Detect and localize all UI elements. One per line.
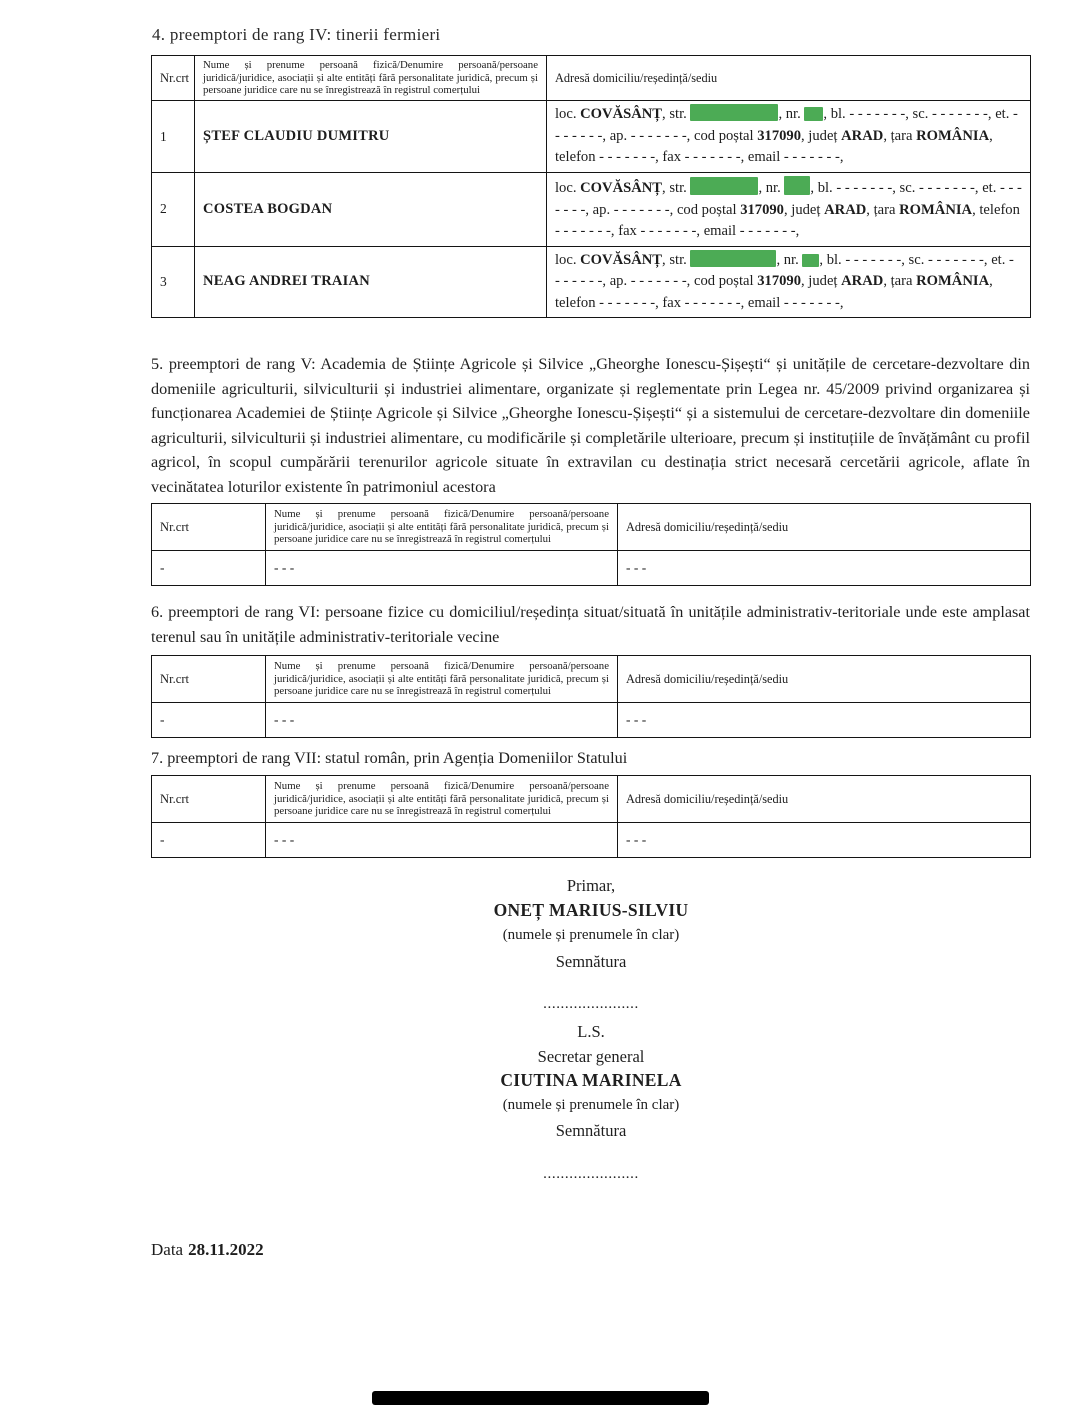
address-bold-text: ARAD xyxy=(841,273,884,289)
rank7-table xyxy=(151,775,1031,858)
date-label: Data xyxy=(151,1240,184,1259)
col-header-nr: Nr.crt xyxy=(152,56,195,101)
address-text: loc. xyxy=(555,106,581,123)
table-header-row xyxy=(152,56,1031,101)
clipped-heading-text: 4. preemptori de rang IV: tinerii fermieri xyxy=(152,25,441,44)
dotted-signature-line: ...................... xyxy=(543,1166,639,1182)
address-bold-text: ROMÂNIA xyxy=(916,273,990,289)
table-header-row xyxy=(152,656,1031,703)
ls-label: L.S. xyxy=(577,1022,605,1041)
redaction-box xyxy=(784,176,810,195)
name-cell: ȘTEF CLAUDIU DUMITRU xyxy=(195,101,547,173)
address-cell: - - - xyxy=(618,551,1031,586)
clipped-section4-heading xyxy=(152,25,852,49)
col-header-name: Nume și prenume persoană fizică/Denumire persoană/persoane juridică/juridice, asociații și alte entități fără personalitate juridică, precum și persoane juridice care nu se înregistrează în registrul comerțului xyxy=(266,776,618,823)
rank6-table xyxy=(151,655,1031,738)
col-header-address: Adresă domiciliu/reședință/sediu xyxy=(547,56,1031,101)
address-bold-text: ARAD xyxy=(841,127,884,144)
primar-name: ONEȚ MARIUS-SILVIU xyxy=(493,900,689,920)
redaction-box xyxy=(804,107,823,121)
table-row xyxy=(152,101,1031,173)
address-bold-text: ROMÂNIA xyxy=(899,201,973,218)
name-cell: - - - xyxy=(266,823,618,858)
name-note: (numele și prenumele în clar) xyxy=(502,927,680,943)
address-text: , județ xyxy=(783,201,825,218)
address-cell: - - - xyxy=(618,823,1031,858)
name-cell: NEAG ANDREI TRAIAN xyxy=(195,246,547,318)
date-line xyxy=(151,1240,264,1260)
address-text: , județ xyxy=(801,127,842,144)
row-number-cell: 1 xyxy=(152,101,195,173)
address-bold-text: COVĂSÂNȚ xyxy=(580,106,663,123)
address-bold-text: ARAD xyxy=(824,201,867,218)
row-number-cell: - xyxy=(152,703,266,738)
address-text: loc. xyxy=(555,180,581,196)
address-bold-text: 317090 xyxy=(757,127,801,144)
col-header-address: Adresă domiciliu/reședință/sediu xyxy=(618,776,1031,823)
table-header-row xyxy=(152,504,1031,551)
row-number-cell: 2 xyxy=(152,173,195,247)
name-cell: - - - xyxy=(266,551,618,586)
table-row xyxy=(152,173,1031,247)
address-text: , telefon - - - - - - -, fax - - - - - - -, email - - - - - - -, xyxy=(555,201,1020,239)
col-header-address: Adresă domiciliu/reședință/sediu xyxy=(618,504,1031,551)
address-cell xyxy=(547,173,1031,247)
col-header-name: Nume și prenume persoană fizică/Denumire persoană/persoane juridică/juridice, asociații și alte entități fără personalitate juridică, precum și persoane juridice care nu se înregistrează în registrul comerțului xyxy=(266,656,618,703)
rank4-table xyxy=(151,55,1031,318)
rank5-table xyxy=(151,503,1031,586)
col-header-name: Nume și prenume persoană fizică/Denumire persoană/persoane juridică/juridice, asociații și alte entități fără personalitate juridică, precum și persoane juridice care nu se înregistrează în registrul comerțului xyxy=(266,504,618,551)
address-text: , str. xyxy=(662,106,691,123)
section5-paragraph: 5. preemptori de rang V: Academia de Științe Agricole și Silvice „Gheorghe Ionescu-Șișești“ și unitățile de cercetare-dezvoltare din domeniile agriculturii, silviculturii și industriei alimentare, organizate și reglementate prin Legea nr. 45/2009 privind organizarea și funcționarea Academiei de Științe Agricole și Silvice „Gheorghe Ionescu-Șișești“ și a sistemului de cercetare-dezvoltare din domeniile agriculturii, silviculturii și industriei alimentare, cu modificările și completările ulterioare, precum și instituțiile de învățământ cu profil agricol, în scopul cumpărării terenurilor agricole situate în extravilan cu destinația strict necesară cercetării agricole, aflate în vecinătatea loturilor existente în patrimoniul acestora xyxy=(151,355,1030,496)
col-header-nr: Nr.crt xyxy=(152,656,266,703)
secretary-name: CIUTINA MARINELA xyxy=(500,1070,682,1090)
address-text: , țara xyxy=(883,273,917,289)
address-text: , nr. xyxy=(778,106,805,123)
address-text: loc. xyxy=(555,251,581,268)
address-text: , țara xyxy=(866,201,900,218)
primar-title: Primar, xyxy=(566,876,616,895)
address-text: , telefon - - - - - - -, fax - - - - - - -, email - - - - - - -, xyxy=(555,127,993,166)
section6-paragraph: 6. preemptori de rang VI: persoane fizice cu domiciliul/reședința situat/situată în unitățile administrativ-teritoriale unde este amplasat terenul sau în unitățile administrativ-teritoriale vecine xyxy=(151,603,1030,646)
table-row xyxy=(152,823,1031,858)
redaction-box xyxy=(690,104,778,121)
name-cell: - - - xyxy=(266,703,618,738)
name-cell: COSTEA BOGDAN xyxy=(195,173,547,247)
address-text: , bl. - - - - - - -, sc. - - - - - - -, et. - - - - - - -, ap. - - - - - - -, cod poștal xyxy=(555,106,1018,144)
col-header-nr: Nr.crt xyxy=(152,504,266,551)
redaction-box xyxy=(802,254,819,267)
date-value: 28.11.2022 xyxy=(188,1240,264,1259)
address-bold-text: 317090 xyxy=(740,201,784,218)
address-cell: - - - xyxy=(618,703,1031,738)
redaction-box xyxy=(690,250,776,267)
address-bold-text: ROMÂNIA xyxy=(916,127,990,144)
row-number-cell: - xyxy=(152,551,266,586)
col-header-address: Adresă domiciliu/reședință/sediu xyxy=(618,656,1031,703)
row-number-cell: - xyxy=(152,823,266,858)
address-text: , județ xyxy=(801,273,842,289)
dotted-signature-line: ...................... xyxy=(543,996,639,1012)
page-bottom-bar xyxy=(372,1391,709,1405)
address-text: , str. xyxy=(662,180,691,196)
address-text: , bl. - - - - - - -, sc. - - - - - - -, et. - - - - - - -, ap. - - - - - - -, cod poștal xyxy=(555,251,1014,289)
table-row xyxy=(152,703,1031,738)
table-row xyxy=(152,551,1031,586)
address-text: , str. xyxy=(662,251,691,268)
address-bold-text: 317090 xyxy=(757,273,801,289)
address-text: , țara xyxy=(883,127,917,144)
signature-label: Semnătura xyxy=(555,952,627,971)
table-header-row xyxy=(152,776,1031,823)
section7-heading: 7. preemptori de rang VII: statul român, prin Agenția Domeniilor Statului xyxy=(151,749,628,767)
address-text: , nr. xyxy=(758,180,785,196)
address-text: , bl. - - - - - - -, sc. - - - - - - -, et. - - - - - - -, ap. - - - - - - -, cod poștal xyxy=(555,180,1022,218)
row-number-cell: 3 xyxy=(152,246,195,318)
name-note: (numele și prenumele în clar) xyxy=(502,1097,680,1113)
secretary-title: Secretar general xyxy=(537,1047,645,1066)
redaction-box xyxy=(690,177,758,195)
address-text: , telefon - - - - - - -, fax - - - - - - -, email - - - - - - -, xyxy=(555,273,993,311)
table-row xyxy=(152,246,1031,318)
col-header-name: Nume și prenume persoană fizică/Denumire persoană/persoane juridică/juridice, asociații și alte entități fără personalitate juridică, precum și persoane juridice care nu se înregistrează în registrul comerțului xyxy=(195,56,547,101)
address-text: , nr. xyxy=(776,251,803,268)
address-bold-text: COVĂSÂNȚ xyxy=(580,180,663,196)
address-bold-text: COVĂSÂNȚ xyxy=(580,251,663,268)
address-cell xyxy=(547,101,1031,173)
signature-label: Semnătura xyxy=(555,1121,627,1140)
col-header-nr: Nr.crt xyxy=(152,776,266,823)
address-cell xyxy=(547,246,1031,318)
